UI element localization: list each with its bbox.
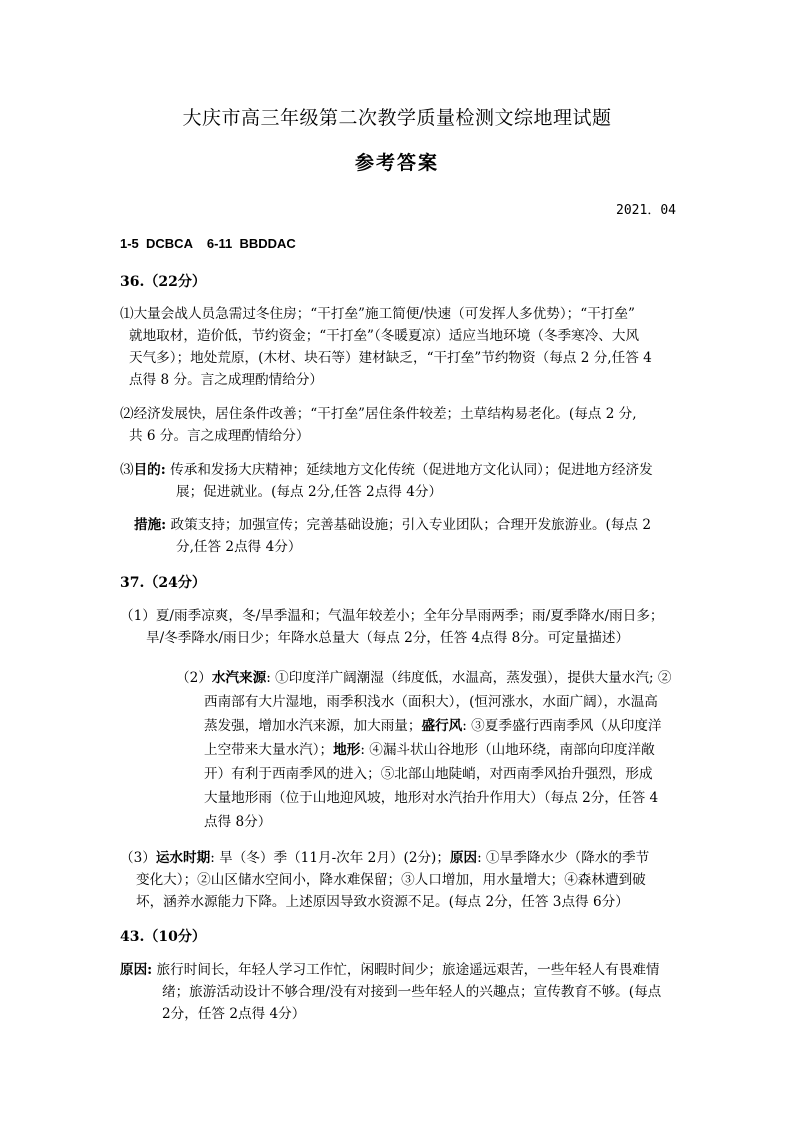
- q37-p3-label-reason: 原因: [449, 850, 478, 866]
- q36-p4-label: 措施:: [134, 517, 167, 533]
- q37-p2-line4: [176, 738, 671, 762]
- q37-p3-line3: 坏，涵养水源能力下降。上述原因导致水资源不足。(每点 2分，任答 3点得 6分）: [136, 894, 629, 910]
- q43-heading: 43.（10分）: [120, 929, 206, 945]
- q37-p2-text3a: 蒸发强，增加水汽来源，加大雨量；: [204, 718, 422, 734]
- q36-heading: 36.（22分）: [120, 274, 206, 290]
- q37-p2-line5: 开）有利于西南季风的进入；⑤北部山地陡峭，对西南季风抬升强烈，形成: [204, 766, 653, 782]
- q37-p2-line1: [176, 666, 671, 690]
- q37-p2-label-wind: 盛行风: [421, 718, 463, 734]
- q36-p4-line2: 分,任答 2点得 4分）: [176, 539, 302, 555]
- q37-p3-text1b: : ①旱季降水少（降水的季节: [477, 850, 650, 866]
- q36-part3: [120, 459, 653, 503]
- q43-label: 原因:: [120, 962, 153, 978]
- q37-p2-text4b: : ④漏斗状山谷地形（山地环绕，南部向印度洋敞: [360, 742, 655, 758]
- q36-p4-line1: [134, 514, 651, 536]
- q37-p2-label-water: 水汽来源: [211, 670, 267, 686]
- q36-part2: [120, 403, 637, 447]
- q36-part4: [134, 514, 651, 558]
- q37-p1-line1: （1）夏/雨季凉爽，冬/旱季温和；气温年较差小；全年分旱雨两季；雨/夏季降水/雨日多；: [120, 608, 664, 624]
- q37-p2-text4a: 上空带来大量水汽）；: [204, 742, 334, 758]
- q37-p3-text1a: : 旱（冬）季（11月-次年 2月）(2分)；: [210, 850, 450, 866]
- q36-p2-line2: 共 6 分。言之成理酌情给分）: [129, 428, 310, 444]
- q37-part2: [176, 666, 671, 834]
- document-subtitle: 参考答案: [354, 152, 439, 174]
- q36-p4-text1: 政策支持；加强宣传；完善基础设施；引入专业团队；合理开发旅游业。(每点 2: [166, 517, 651, 533]
- q37-part1: [120, 605, 664, 649]
- q36-p1-line3: 天气多）；地处荒原，(木材、块石等）建材缺乏，“干打垒”节约物资（每点 2 分,任答 4: [129, 350, 652, 366]
- q36-p1-line2: 就地取材，造价低，节约资金；“干打垒”（冬暖夏凉）适应当地环境（冬季寒冷、大风: [129, 328, 640, 344]
- q37-p3-prefix: （3）: [120, 850, 156, 866]
- q43-text1: 旅行时间长，年轻人学习工作忙，闲暇时间少；旅途遥远艰苦，一些年轻人有畏难情: [152, 962, 660, 978]
- q37-p2-line2: 西南部有大片湿地，雨季积浅水（面积大），(恒河涨水，水面广阔），水温高: [204, 694, 658, 710]
- q43-line2: 绪；旅游活动设计不够合理/没有对接到一些年轻人的兴趣点；宣传教育不够。(每点: [162, 984, 662, 1000]
- q37-p2-label-terrain: 地形: [333, 742, 361, 758]
- q37-p2-text3b: : ③夏季盛行西南季风（从印度洋: [462, 718, 662, 734]
- q37-p3-line1: [120, 847, 649, 869]
- q37-p2-prefix: （2）: [176, 670, 212, 686]
- q37-p2-text1: : ①印度洋广阔潮湿（纬度低，水温高，蒸发强），提供大量水汽; ②: [266, 670, 672, 686]
- q37-p2-line3: [176, 714, 671, 738]
- q37-heading: 37.（24分）: [120, 575, 206, 591]
- q43-line3: 2分，任答 2点得 4分）: [162, 1006, 306, 1022]
- q36-part1: [120, 303, 652, 391]
- q36-p3-prefix: ⑶: [120, 462, 134, 478]
- q43-answer: [120, 959, 661, 1025]
- document-date: 2021．04: [616, 203, 676, 218]
- q36-p3-line2: 展；促进就业。(每点 2分,任答 2点得 4分）: [176, 484, 443, 500]
- q36-p1-line1: ⑴大量会战人员急需过冬住房；“干打垒”施工简便/快速（可发挥人多优势）；“干打垒”: [120, 306, 635, 322]
- q36-p3-line1: [120, 459, 653, 481]
- q37-part3: [120, 847, 649, 913]
- q37-p1-line2: 旱/冬季降水/雨日少；年降水总量大（每点 2分，任答 4点得 8分。可定量描述）: [146, 630, 630, 646]
- q37-p3-line2: 变化大）；②山区储水空间小，降水难保留；③人口增加，用水量增大；④森林遭到破: [136, 872, 646, 888]
- q43-line1: [120, 959, 661, 981]
- multiple-choice-answers: 1-5 DCBCA 6-11 BBDDAC: [120, 236, 296, 251]
- q36-p3-label: 目的:: [133, 462, 166, 478]
- document-title: 大庆市高三年级第二次教学质量检测文综地理试题: [182, 107, 612, 129]
- q36-p3-text1: 传承和发扬大庆精神；延续地方文化传统（促进地方文化认同）；促进地方经济发: [165, 462, 653, 478]
- q36-p2-line1: ⑵经济发展快，居住条件改善；“干打垒”居住条件较差；土草结构易老化。(每点 2 分,: [120, 406, 637, 422]
- q37-p3-label-period: 运水时期: [155, 850, 211, 866]
- q37-p2-line6: 大量地形雨（位于山地迎风坡，地形对水汽抬升作用大）（每点 2分，任答 4: [204, 790, 659, 806]
- q36-p1-line4: 点得 8 分。言之成理酌情给分）: [129, 372, 324, 388]
- q37-p2-line7: 点得 8分）: [204, 814, 272, 830]
